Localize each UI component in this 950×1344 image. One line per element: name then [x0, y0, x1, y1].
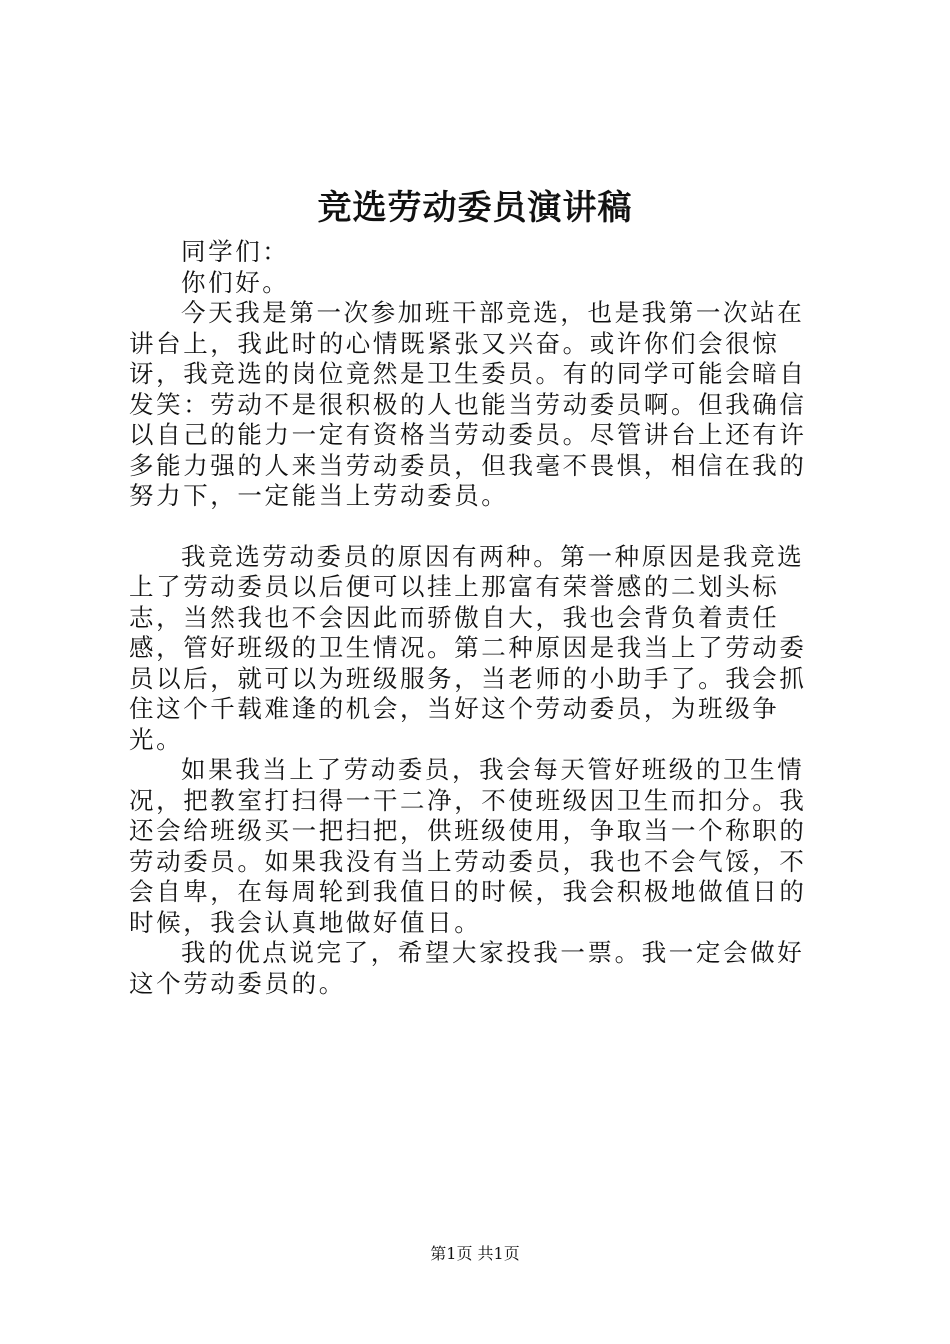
- paragraph-reasons: 我竞选劳动委员的原因有两种。第一种原因是我竞选上了劳动委员以后便可以挂上那富有荣誉感的二划头标志，当然我也不会因此而骄傲自大，我也会背负着责任感，管好班级的卫生情况。第二种原因是我当上了劳动委员以后，就可以为班级服务，当老师的小助手了。我会抓住这个千载难逢的机会，当好这个劳动委员，为班级争光。: [129, 541, 807, 754]
- paragraph-greeting: 你们好。: [181, 267, 290, 297]
- paragraph-intro: 今天我是第一次参加班干部竞选，也是我第一次站在讲台上，我此时的心情既紧张又兴奋。或许你们会很惊讶，我竞选的岗位竟然是卫生委员。有的同学可能会暗自发笑：劳动不是很积极的人也能当劳动委员啊。但我确信以自己的能力一定有资格当劳动委员。尽管讲台上还有许多能力强的人来当劳动委员，但我毫不畏惧，相信在我的努力下，一定能当上劳动委员。: [129, 298, 807, 510]
- paragraph-salutation: 同学们：: [181, 237, 290, 266]
- paragraph-plans: 如果我当上了劳动委员，我会每天管好班级的卫生情况，把教室打扫得一干二净，不使班级因卫生而扣分。我还会给班级买一把扫把，供班级使用，争取当一个称职的劳动委员。如果我没有当上劳动委员，我也不会气馁，不会自卑，在每周轮到我值日的时候，我会积极地做值日的时候，我会认真地做好值日。: [129, 755, 807, 937]
- page-footer: 第1页 共1页: [430, 1244, 520, 1263]
- document-body: [129, 237, 829, 999]
- document-title: 竞选劳动委员演讲稿: [317, 188, 633, 228]
- paragraph-closing: 我的优点说完了，希望大家投我一票。我一定会做好这个劳动委员的。: [129, 938, 805, 998]
